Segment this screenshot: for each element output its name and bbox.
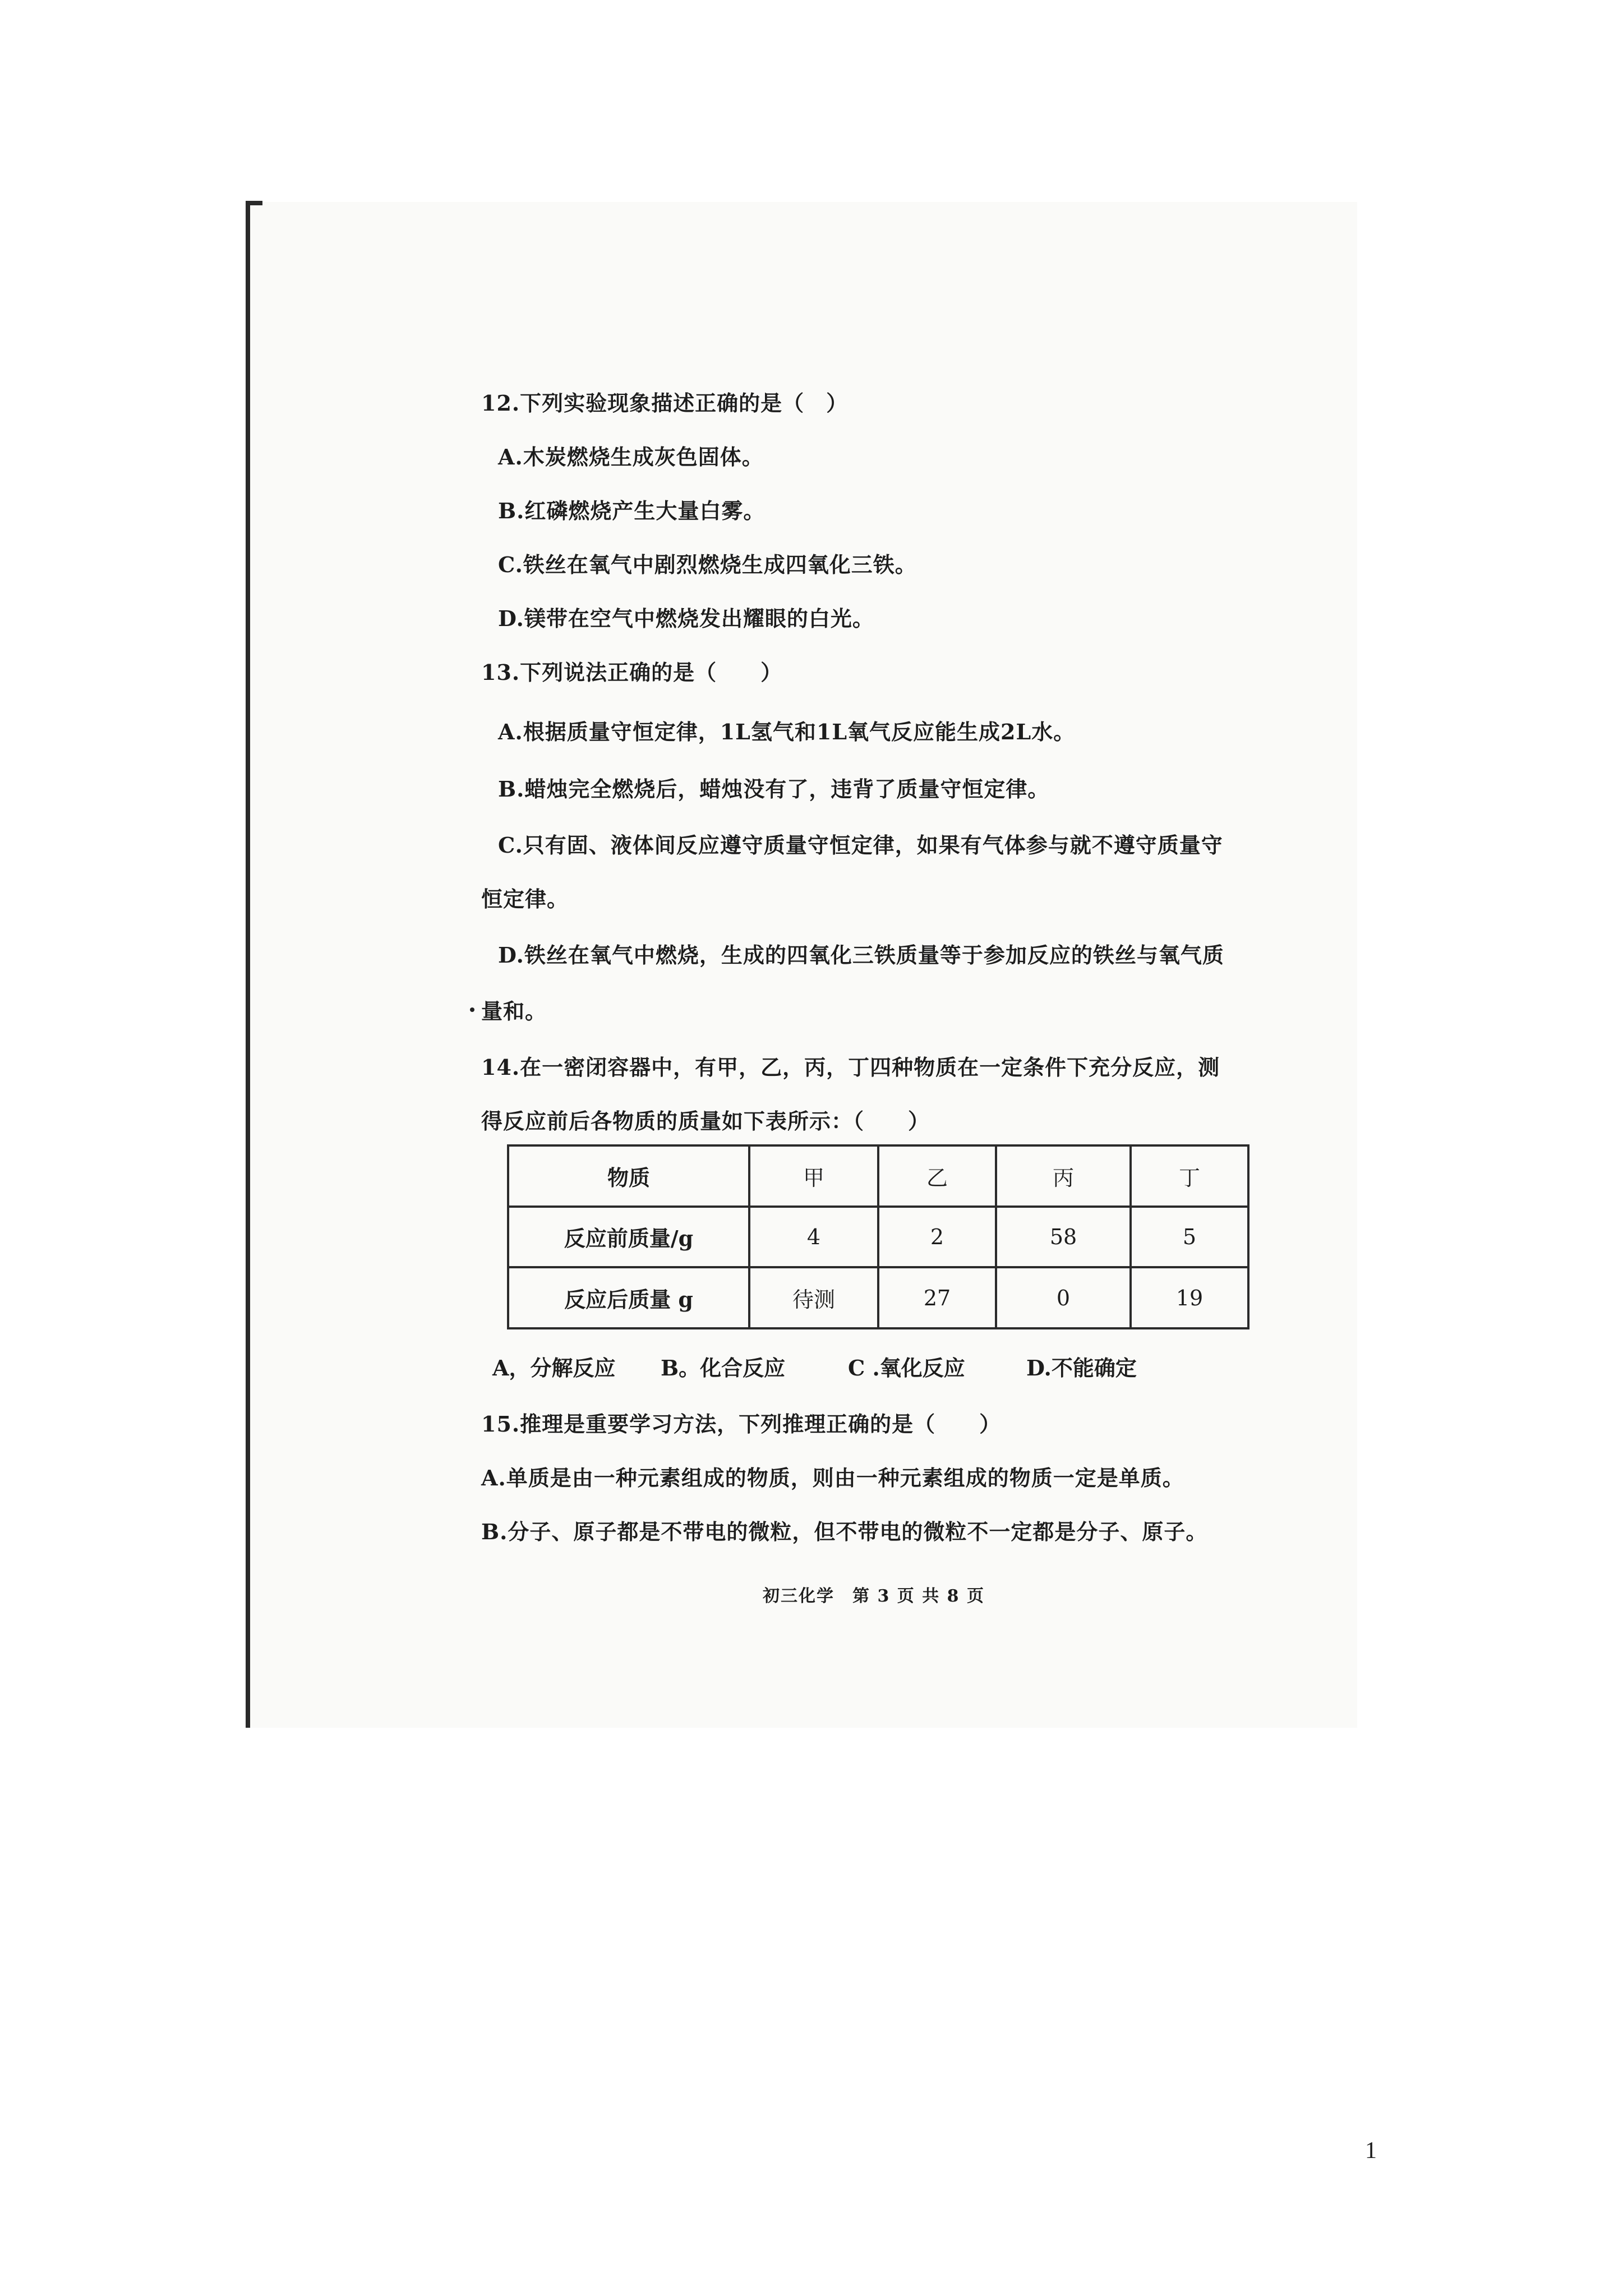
table-cell: 反应前质量/g <box>508 1207 749 1268</box>
q12-option-d: D.镁带在空气中燃烧发出耀眼的白光。 <box>498 606 874 631</box>
table-row <box>508 1267 1248 1328</box>
table-header-cell: 丁 <box>1131 1145 1248 1207</box>
q13-option-d: D.铁丝在氧气中燃烧，生成的四氧化三铁质量等于参加反应的铁丝与氧气质 <box>498 942 1224 968</box>
table-cell: 4 <box>749 1207 878 1268</box>
q14-stem-line1: 14.在一密闭容器中，有甲，乙，丙，丁四种物质在一定条件下充分反应，测 <box>481 1055 1220 1080</box>
q15-stem: 15.推理是重要学习方法，下列推理正确的是（ ） <box>481 1411 1002 1437</box>
q15-option-a: A.单质是由一种元素组成的物质，则由一种元素组成的物质一定是单质。 <box>481 1465 1184 1490</box>
q13-option-d-continued: 量和。 <box>481 999 547 1024</box>
q14-stem-line2: 得反应前后各物质的质量如下表所示：（ ） <box>481 1108 930 1134</box>
q12-stem: 12.下列实验现象描述正确的是（ ） <box>481 390 849 416</box>
binding-edge-line <box>246 201 250 1728</box>
table-header-cell: 甲 <box>749 1145 878 1207</box>
q13-option-b: B.蜡烛完全燃烧后，蜡烛没有了，违背了质量守恒定律。 <box>498 776 1050 802</box>
table-header-cell: 物质 <box>508 1145 749 1207</box>
table-cell: 58 <box>996 1207 1131 1268</box>
table-cell: 0 <box>996 1267 1131 1328</box>
table-row <box>508 1207 1248 1268</box>
q14-choice-a: A，分解反应 <box>492 1355 616 1381</box>
table-cell: 27 <box>878 1267 996 1328</box>
q13-option-c-continued: 恒定律。 <box>481 886 569 912</box>
q14-choice-b: B。化合反应 <box>661 1355 786 1381</box>
table-cell: 2 <box>878 1207 996 1268</box>
q14-choice-c: C .氧化反应 <box>848 1355 965 1381</box>
binding-edge-tick <box>246 201 262 205</box>
table-cell: 反应后质量 g <box>508 1267 749 1328</box>
q12-option-c: C.铁丝在氧气中剧烈燃烧生成四氧化三铁。 <box>498 552 917 577</box>
q12-option-b: B.红磷燃烧产生大量白雾。 <box>498 498 766 523</box>
q14-choice-d: D.不能确定 <box>1026 1355 1137 1381</box>
q13-option-a: A.根据质量守恒定律，1L氢气和1L氧气反应能生成2L水。 <box>498 719 1076 744</box>
q15-option-b: B.分子、原子都是不带电的微粒，但不带电的微粒不一定都是分子、原子。 <box>481 1519 1208 1544</box>
q12-option-a: A.木炭燃烧生成灰色固体。 <box>498 444 764 470</box>
mass-table <box>507 1144 1249 1329</box>
table-header-cell: 丙 <box>996 1145 1131 1207</box>
table-header-cell: 乙 <box>878 1145 996 1207</box>
table-cell: 19 <box>1131 1267 1248 1328</box>
page-footer: 初三化学 第 3 页 共 8 页 <box>763 1586 985 1606</box>
q13-stem: 13.下列说法正确的是（ ） <box>481 660 783 685</box>
page-number: 1 <box>1365 2138 1377 2164</box>
q13-option-c: C.只有固、液体间反应遵守质量守恒定律，如果有气体参与就不遵守质量守 <box>498 832 1223 858</box>
table-cell: 待测 <box>749 1267 878 1328</box>
stray-dot <box>470 1007 474 1012</box>
table-header-row <box>508 1145 1248 1207</box>
table-cell: 5 <box>1131 1207 1248 1268</box>
